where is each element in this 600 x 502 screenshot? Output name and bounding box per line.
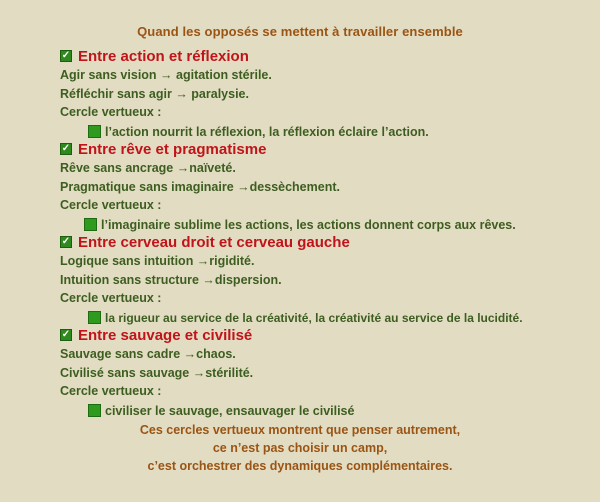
green-square-icon [84,218,97,231]
green-square-icon [88,404,101,417]
green-square-icon [88,311,101,324]
section-heading-text: Entre rêve et pragmatisme [78,140,267,158]
circle-label: Cercle vertueux : [60,105,162,119]
circle-label: Cercle vertueux : [60,198,162,212]
circle-text-value: civiliser le sauvage, ensauvager le civilisé [105,403,355,418]
section-heading [60,139,590,159]
checkbox-checked-icon: ✓ [61,236,71,247]
checkbox-checked-icon: ✓ [61,143,71,154]
section-action-reflexion [60,46,590,142]
page-title: Quand les opposés se mettent à travailler ensemble [137,24,463,39]
conclusion-line: Ces cercles vertueux montrent que penser autrement, [139,423,461,437]
section-cerveau-droit-gauche [60,232,590,328]
section-sauvage-civilise [60,325,590,421]
checkbox-checked-icon: ✓ [61,329,71,340]
section-heading [60,46,590,66]
section-heading [60,325,590,345]
circle-label: Cercle vertueux : [60,291,162,305]
section-heading [60,232,590,252]
checkbox-checked-icon: ✓ [61,50,71,61]
statement-line: Intuition sans structure →dispersion. [60,272,282,287]
statement-line: Sauvage sans cadre →chaos. [60,347,236,361]
statement-line: Réfléchir sans agir → paralysie. [60,86,249,101]
section-heading-text: Entre sauvage et civilisé [78,326,253,344]
conclusion [0,421,600,475]
section-heading-text: Entre action et réflexion [78,47,249,65]
green-square-icon [88,125,101,138]
statement-line: Rêve sans ancrage →naïveté. [60,161,236,175]
conclusion-line: c’est orchestrer des dynamiques complémentaires. [147,459,453,473]
statement-line: Pragmatique sans imaginaire →dessèchement. [60,179,340,194]
conclusion-line: ce n’est pas choisir un camp, [212,441,388,455]
section-heading-text: Entre cerveau droit et cerveau gauche [78,233,350,251]
circle-label: Cercle vertueux : [60,384,162,398]
statement-line: Logique sans intuition →rigidité. [60,254,255,268]
statement-line: Civilisé sans sauvage →stérilité. [60,365,254,380]
statement-line: Agir sans vision → agitation stérile. [60,68,272,82]
circle-text-value: l’imaginaire sublime les actions, les actions donnent corps aux rêves. [101,217,516,232]
circle-text [88,401,590,421]
section-reve-pragmatisme [60,139,590,235]
circle-text-value: la rigueur au service de la créativité, la créativité au service de la lucidité. [105,310,523,325]
circle-text-value: l’action nourrit la réflexion, la réflexion éclaire l’action. [105,124,429,139]
